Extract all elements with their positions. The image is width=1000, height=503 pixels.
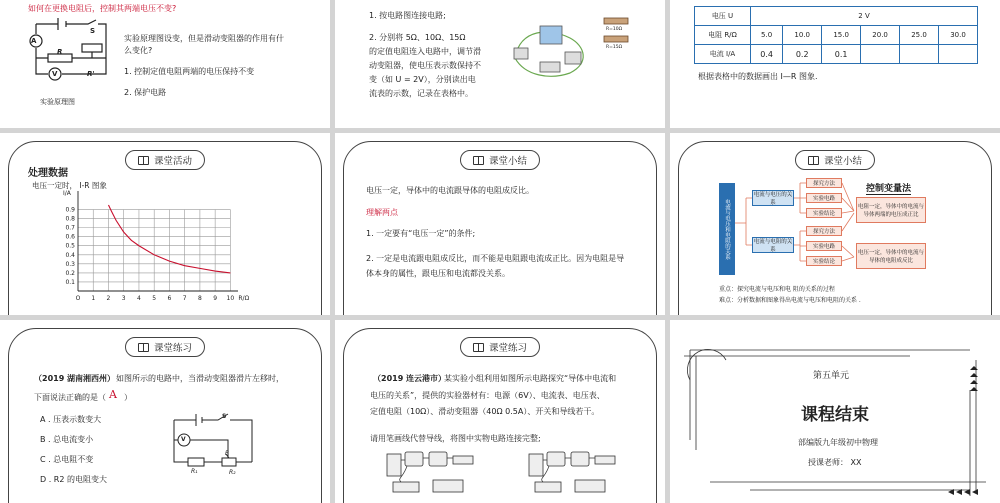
voltmeter-label: V — [181, 436, 186, 443]
question-source: （2019 湖南湘西州） — [34, 374, 116, 383]
y-tick-label: 0.2 — [65, 269, 75, 277]
ammeter-label: A — [31, 37, 37, 45]
row-i-label: 电流 I/A — [695, 45, 751, 64]
option-d[interactable]: D . R2 的电阻变大 — [40, 475, 107, 484]
b2-item: 实验结论 — [806, 256, 842, 266]
apparatus-image-left — [383, 448, 479, 500]
point-1: 1. 控制定值电阻两端的电压保持不变 — [124, 67, 255, 76]
r1-label: R₁ — [191, 468, 198, 475]
b2-item: 实验电路 — [806, 241, 842, 251]
slide-thumbnail-3[interactable] — [670, 0, 1000, 128]
y-tick-label: 0.9 — [65, 206, 75, 214]
y-tick-label: 0.1 — [65, 278, 75, 286]
y-tick-label: 0.7 — [65, 224, 75, 232]
x-tick-label: 6 — [167, 295, 172, 302]
prompt-line1: 实验原理图设变，但是滑动变阻器的作用有什 — [124, 34, 284, 43]
b2-item: 探究方法 — [806, 226, 842, 236]
diagram-caption: 实验原理图 — [40, 98, 75, 106]
apparatus-image — [510, 18, 595, 80]
summary-line: 电压一定，导体中的电流跟导体的电阻成反比。 — [366, 186, 534, 195]
conclusion-1: 电阻一定，导体中的电流与导体两端的电压成正比 — [856, 197, 926, 223]
row-r-label: 电阻 R/Ω — [695, 26, 751, 45]
mindmap-root: 电流与电压和电阻的关系 — [719, 183, 735, 275]
x-tick-label: 7 — [182, 295, 187, 302]
ir-chart — [56, 189, 276, 307]
option-c[interactable]: C . 总电阻不变 — [40, 455, 94, 464]
i-cell — [938, 45, 977, 64]
branch-resistance: 电流与电阻的关系 — [753, 239, 793, 253]
r2-label: R₂ — [229, 469, 236, 476]
step-1: 1. 按电路图连接电路; — [369, 11, 446, 20]
b1-item: 实验电路 — [806, 193, 842, 203]
section-pill: 课堂活动 — [125, 150, 205, 170]
slide-thumbnail-5[interactable] — [335, 133, 665, 315]
x-tick-label: 8 — [197, 295, 202, 302]
unit-label: 第五单元 — [813, 371, 850, 381]
option-b[interactable]: B . 总电流变小 — [40, 435, 94, 444]
summary-point-1: 1. 一定要有“电压一定”的条件; — [366, 229, 476, 238]
slide-thumbnail-7[interactable] — [0, 320, 330, 503]
x-tick-label: 4 — [137, 295, 141, 302]
slide-thumbnail-4[interactable] — [0, 133, 330, 315]
subject-label: 部编版九年级初中物理 — [798, 438, 878, 447]
voltmeter-label: V — [52, 70, 58, 78]
b1-item: 实验结论 — [806, 208, 842, 218]
slide-thumbnail-9[interactable] — [670, 320, 1000, 503]
x-tick-label: 9 — [213, 295, 218, 302]
control-method-title: 控制变量法 — [866, 181, 911, 195]
question-line2: 电压的关系”，提供的实验器材有：电源（6V）、电流表、电压表、 — [370, 391, 605, 400]
branch-voltage: 电流与电压的关系 — [753, 192, 793, 206]
book-icon — [473, 343, 484, 352]
section-pill: 课堂小结 — [460, 150, 540, 170]
key-point: 重点：探究电流与电压和电 阻的关系的过程 — [719, 286, 835, 293]
handwritten-answer: A — [109, 388, 117, 401]
r-cell: 20.0 — [861, 26, 900, 45]
question-end: ） — [124, 393, 132, 402]
table-caption: 根据表格中的数据画出 I—R 图象. — [698, 72, 818, 81]
question-circuit — [168, 412, 258, 482]
circuit-diagram — [22, 18, 112, 90]
i-cell: 0.4 — [751, 45, 783, 64]
i-cell: 0.2 — [783, 45, 822, 64]
book-icon — [138, 156, 149, 165]
step-2-line4: 变（如 U = 2V），分别读出电 — [369, 75, 476, 84]
switch-label: S — [222, 413, 227, 420]
r-cell: 30.0 — [938, 26, 977, 45]
x-tick-label: 10 — [226, 295, 235, 302]
x-tick-label: 1 — [91, 295, 96, 302]
y-tick-label: 0.3 — [65, 260, 75, 268]
data-table — [694, 6, 978, 64]
resistor-label-1: R=10Ω — [606, 27, 623, 32]
question-line1: 某实验小组利用如图所示电路探究“导体中电流和 — [444, 374, 617, 383]
point-2: 2. 保护电路 — [124, 88, 167, 97]
slide-thumbnail-6[interactable] — [670, 133, 1000, 315]
i-cell: 0.1 — [822, 45, 861, 64]
resistor-image-1 — [603, 16, 629, 26]
heading: 处理数据 — [28, 168, 68, 179]
step-2-line3: 动变阻器，使电压表示数保持不 — [369, 61, 481, 70]
difficulty-point: 难点：分析数据和图象得出电流与电压和电阻的关系 . — [719, 297, 861, 304]
section-pill: 课堂小结 — [795, 150, 875, 170]
slide-thumbnail-1[interactable] — [0, 0, 330, 128]
i-cell — [861, 45, 900, 64]
rheostat-label: R' — [87, 70, 95, 78]
y-tick-label: 0.4 — [65, 251, 75, 259]
summary-point-2-line2: 体本身的属性，跟电压和电流都没关系。 — [366, 269, 510, 278]
prompt-line2: 么变化? — [124, 46, 153, 55]
book-icon — [138, 343, 149, 352]
slide-thumbnail-2[interactable] — [335, 0, 665, 128]
x-tick-label: O — [75, 295, 81, 302]
question-line3: 定值电阻（10Ω）、滑动变阻器（40Ω 0.5A）、开关和导线若干。 — [370, 407, 600, 416]
r-cell: 5.0 — [751, 26, 783, 45]
r-cell: 25.0 — [900, 26, 939, 45]
summary-point-2-line1: 2. 一定是电流跟电阻成反比，而不能是电阻跟电流成正比。因为电阻是导 — [366, 254, 625, 263]
conclusion-2: 电压一定，导体中的电流与导体的电阻成反比 — [856, 243, 926, 269]
x-axis-label: R/Ω — [238, 295, 250, 302]
x-tick-label: 2 — [106, 295, 111, 302]
chart-subtitle: 电压一定时， I-R 图象 — [32, 181, 107, 190]
option-a[interactable]: A . 压表示数变大 — [40, 415, 102, 424]
resistor-label: R — [57, 48, 63, 56]
slide-thumbnail-8[interactable] — [335, 320, 665, 503]
teacher-label: 授课老师： XX — [808, 458, 862, 467]
x-tick-label: 3 — [121, 295, 126, 302]
resistor-image-2 — [603, 34, 629, 44]
question-text: 如何在更换电阻后，控制其两端电压不变? — [28, 4, 177, 13]
book-icon — [473, 156, 484, 165]
r-cell: 15.0 — [822, 26, 861, 45]
b1-item: 探究方法 — [806, 178, 842, 188]
switch-label: S — [90, 27, 96, 35]
resistor-label-2: R=15Ω — [606, 45, 623, 50]
end-title: 课程结束 — [801, 405, 869, 425]
y-tick-label: 0.8 — [65, 215, 75, 223]
question-line4: 请用笔画线代替导线，将图中实物电路连接完整; — [370, 434, 541, 443]
step-2-line2: 的定值电阻连入电路中，调节滑 — [369, 47, 481, 56]
question-line1: 如图所示的电路中，当滑动变阻器滑片左移时， — [116, 374, 284, 383]
row-u-value: 2 V — [751, 7, 978, 26]
section-pill: 课堂练习 — [125, 337, 205, 357]
y-axis-label: I/A — [63, 190, 71, 197]
x-tick-label: 5 — [152, 295, 157, 302]
y-tick-label: 0.6 — [65, 233, 75, 241]
step-2-line1: 2. 分别将 5Ω、10Ω、15Ω — [369, 33, 466, 42]
section-pill: 课堂练习 — [460, 337, 540, 357]
slider-label: P — [225, 450, 229, 457]
apparatus-image-right — [525, 448, 621, 500]
y-tick-label: 0.5 — [65, 242, 75, 250]
i-cell — [900, 45, 939, 64]
step-2-line5: 流表的示数，记录在表格中。 — [369, 89, 473, 98]
r-cell: 10.0 — [783, 26, 822, 45]
question-line2: 下面说法正确的是（ — [34, 393, 106, 402]
question-source: （2019 连云港市） — [373, 374, 447, 383]
summary-heading: 理解两点 — [366, 208, 398, 217]
row-u-label: 电压 U — [695, 7, 751, 26]
